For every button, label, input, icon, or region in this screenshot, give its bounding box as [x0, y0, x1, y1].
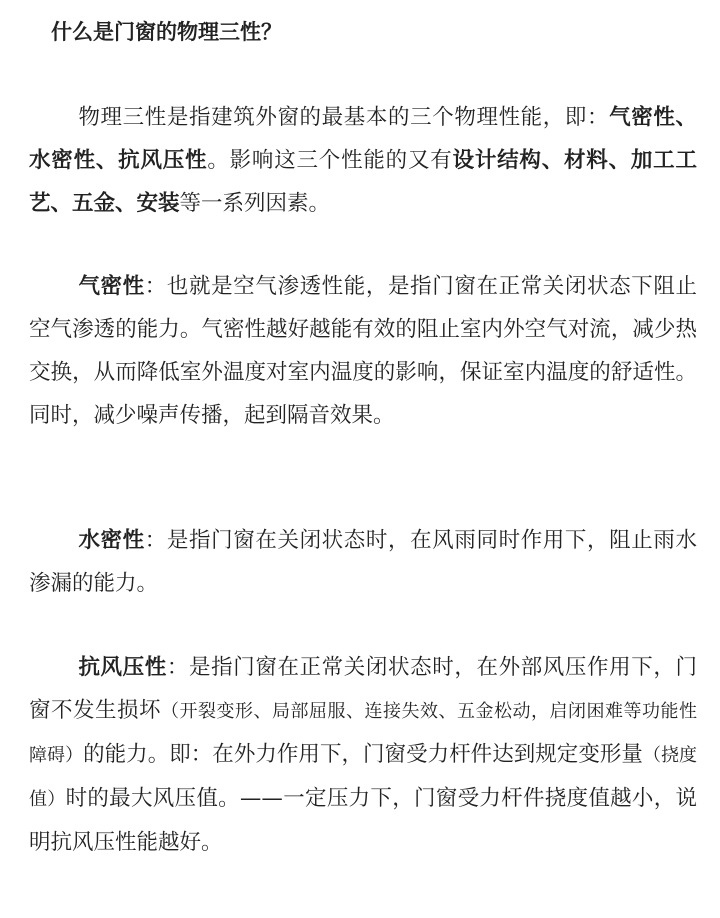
intro-text-3: 等一系列因素。 — [179, 191, 331, 216]
airtightness-text: ：也就是空气渗透性能，是指门窗在正常关闭状态下阻止空气渗透的能力。气密性越好越能有效的阻止室内外空气对流，减少热交换，从而降低室外温度对室内温度的影响，保证室内温度的舒适性。同时，减少噪声传播，起到隔音效果。 — [29, 274, 697, 428]
intro-bold-factors: 设计结构、材料、加工工艺、五金、安装 — [29, 148, 697, 216]
intro-paragraph — [29, 96, 697, 225]
wind-resistance-text-2: 的能力。即：在外力作用下，门窗受力杆件达到规定变形量 — [83, 742, 643, 767]
wind-resistance-paragraph — [29, 646, 697, 864]
article-title: 什么是门窗的物理三性？ — [51, 20, 282, 44]
airtightness-term: 气密性 — [78, 274, 145, 299]
watertightness-text: ：是指门窗在关闭状态时，在风雨同时作用下，阻止雨水渗漏的能力。 — [29, 528, 697, 596]
wind-resistance-term: 抗风压性 — [78, 655, 167, 680]
watertightness-paragraph — [29, 519, 697, 605]
wind-resistance-text-1: ：是指门窗在正常关闭状态时，在外部风压作用下，门窗不发生损坏 — [29, 655, 697, 723]
intro-text-2: 。影响这三个性能的又有 — [207, 148, 453, 173]
intro-text-1: 物理三性是指建筑外窗的最基本的三个物理性能，即： — [78, 105, 610, 130]
watertightness-term: 水密性 — [78, 528, 145, 553]
wind-resistance-note-1: （开裂变形、局部屈服、连接失效、五金松动，启闭困难等功能性障碍） — [29, 701, 697, 766]
wind-resistance-text-3: 时的最大风压值。——一定压力下，门窗受力杆件挠度值越小，说明抗风压性能越好。 — [29, 786, 697, 855]
airtightness-paragraph — [29, 265, 697, 437]
wind-resistance-note-2: （挠度值） — [29, 745, 698, 810]
intro-bold-three-properties: 气密性、水密性、抗风压性 — [29, 105, 697, 173]
